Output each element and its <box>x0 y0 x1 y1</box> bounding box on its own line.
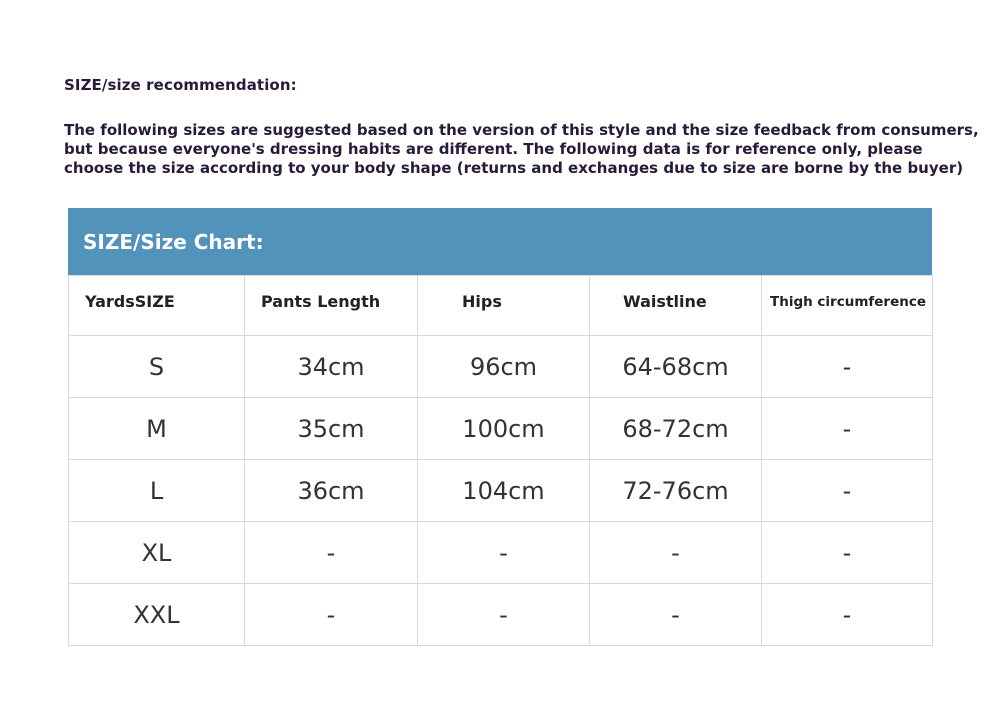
cell-hips: 96cm <box>418 336 590 398</box>
cell-waistline: - <box>590 584 762 646</box>
cell-size: XXL <box>69 584 245 646</box>
cell-pants-length: - <box>245 522 418 584</box>
notice-line: but because everyone's dressing habits are different. The following data is for reference only, please <box>64 140 923 158</box>
cell-size: XL <box>69 522 245 584</box>
header-hips: Hips <box>418 276 590 336</box>
size-chart <box>68 208 932 646</box>
table-row <box>69 584 933 646</box>
header-thigh-circumference: Thigh circumference <box>762 276 933 336</box>
cell-waistline: 72-76cm <box>590 460 762 522</box>
cell-pants-length: - <box>245 584 418 646</box>
cell-hips: - <box>418 522 590 584</box>
cell-waistline: 68-72cm <box>590 398 762 460</box>
cell-hips: - <box>418 584 590 646</box>
cell-hips: 100cm <box>418 398 590 460</box>
header-pants-length: Pants Length <box>245 276 418 336</box>
table-row <box>69 336 933 398</box>
cell-thigh: - <box>762 460 933 522</box>
notice-line: choose the size according to your body shape (returns and exchanges due to size are borne by the buyer) <box>64 159 964 177</box>
cell-waistline: 64-68cm <box>590 336 762 398</box>
cell-thigh: - <box>762 398 933 460</box>
cell-pants-length: 35cm <box>245 398 418 460</box>
cell-size: L <box>69 460 245 522</box>
cell-waistline: - <box>590 522 762 584</box>
size-table <box>68 275 933 646</box>
recommendation-heading: SIZE/size recommendation: <box>64 76 297 94</box>
table-row <box>69 460 933 522</box>
cell-pants-length: 34cm <box>245 336 418 398</box>
header-size: YardsSIZE <box>69 276 245 336</box>
table-header-row <box>69 276 933 336</box>
table-row <box>69 398 933 460</box>
header-waistline: Waistline <box>590 276 762 336</box>
size-notice <box>64 121 979 178</box>
cell-thigh: - <box>762 336 933 398</box>
cell-hips: 104cm <box>418 460 590 522</box>
size-chart-title: SIZE/Size Chart: <box>68 208 932 275</box>
cell-pants-length: 36cm <box>245 460 418 522</box>
cell-thigh: - <box>762 522 933 584</box>
cell-thigh: - <box>762 584 933 646</box>
cell-size: M <box>69 398 245 460</box>
cell-size: S <box>69 336 245 398</box>
notice-line: The following sizes are suggested based on the version of this style and the size feedback from consumers, <box>64 121 979 139</box>
table-row <box>69 522 933 584</box>
